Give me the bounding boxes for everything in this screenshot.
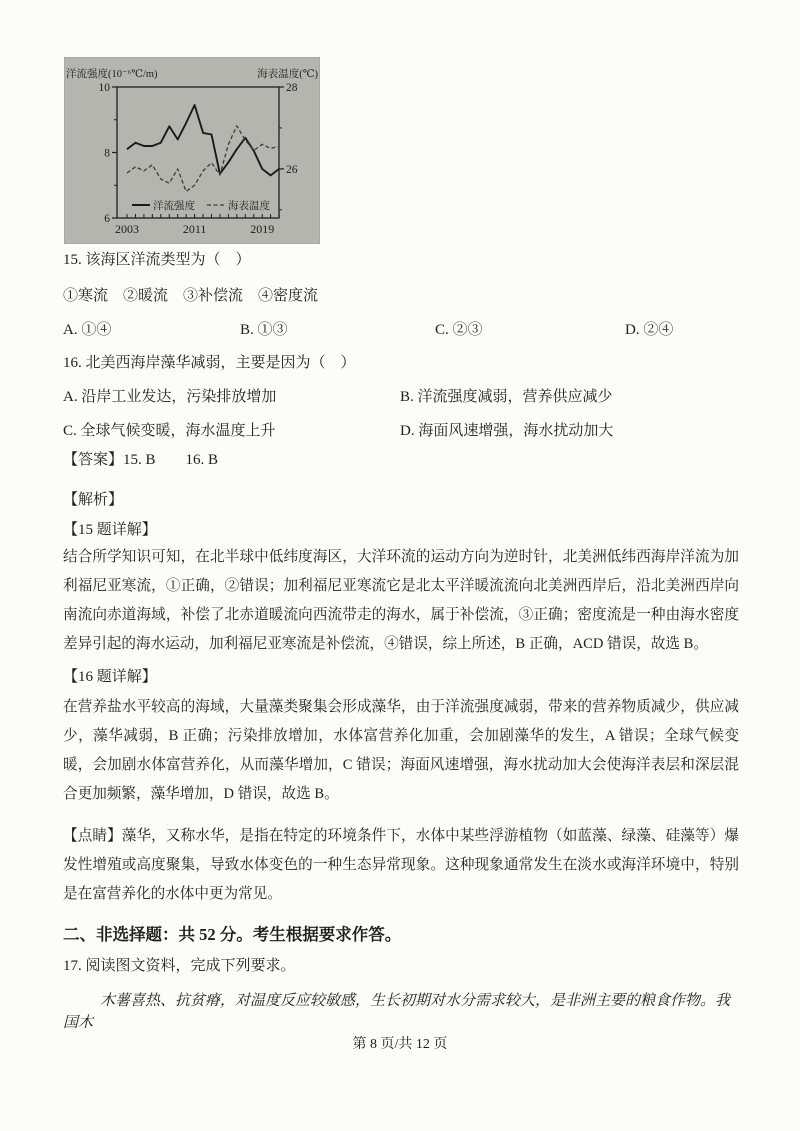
svg-text:6: 6 [104, 213, 110, 225]
question-15-option-a: A. ①④ [63, 322, 112, 338]
question-15-option-d: D. ②④ [625, 322, 674, 338]
analysis-15-header: 【15 题详解】 [63, 522, 157, 538]
page-footer: 第 8 页/共 12 页 [352, 1037, 448, 1052]
svg-text:28: 28 [286, 82, 298, 94]
analysis-16-text: 在营养盐水平较高的海域，大量藻类聚集会形成藻华，由于洋流强度减弱，带来的营养物质减少，供应减少，藻华减弱，B 正确；污染排放增加，水体富营养化加重，会加剧藻华的发生，A 错误；全球气候变暖，会加剧水体富营养化，从而藻华增加，C 错误；海面风速增强，海水扰动加大会使海洋表层和深层混合更加频繁，藻华增加，D 错误，故选 B。 [63, 699, 739, 802]
question-15-stem: 15. 该海区洋流类型为（ ） [63, 252, 251, 268]
question-16-stem: 16. 北美西海岸藻华减弱，主要是因为（ ） [63, 355, 356, 371]
question-17-intro: 木薯喜热、抗贫瘠，对温度反应较敏感，生长初期对水分需求较大，是非洲主要的粮食作物。我国木 [63, 993, 731, 1031]
svg-text:海表温度(℃): 海表温度(℃) [257, 69, 318, 80]
svg-text:10: 10 [98, 82, 110, 94]
analysis-label: 【解析】 [63, 492, 124, 508]
svg-text:2019: 2019 [250, 222, 275, 236]
chart-svg [64, 57, 320, 244]
question-15-options [63, 320, 739, 340]
section-2-heading: 二、非选择题：共 52 分。考生根据要求作答。 [63, 925, 402, 944]
svg-text:2011: 2011 [182, 222, 207, 236]
analysis-16-header: 【16 题详解】 [63, 669, 157, 685]
answer-line: 【答案】15. B 16. B [63, 452, 219, 468]
question-16-option-d: D. 海面风速增强，海水扰动加大 [400, 423, 614, 439]
question-16-option-a: A. 沿岸工业发达，污染排放增加 [63, 389, 277, 405]
svg-text:26: 26 [286, 163, 298, 176]
question-16-options-row-1 [63, 387, 739, 407]
question-15-option-c: C. ②③ [435, 322, 483, 338]
svg-text:洋流强度: 洋流强度 [153, 201, 195, 212]
svg-text:海表温度: 海表温度 [228, 201, 270, 212]
tip-paragraph: 【点睛】藻华，又称水华，是指在特定的环境条件下，水体中某些浮游植物（如蓝藻、绿藻、硅藻等）爆发性增殖或高度聚集，导致水体变色的一种生态异常现象。这种现象通常发生在淡水或海洋环境中，特别是在富营养化的水体中更为常见。 [63, 828, 739, 902]
question-16-options-row-2 [63, 421, 739, 441]
svg-text:8: 8 [104, 147, 110, 160]
question-15-items: ①寒流 ②暖流 ③补偿流 ④密度流 [63, 288, 319, 304]
question-17-stem: 17. 阅读图文资料，完成下列要求。 [63, 958, 296, 974]
question-16-option-b: B. 洋流强度减弱，营养供应减少 [400, 389, 613, 405]
svg-text:洋流强度(10⁻⁶℃/m): 洋流强度(10⁻⁶℃/m) [66, 69, 158, 80]
svg-text:2003: 2003 [115, 222, 139, 236]
analysis-15-text: 结合所学知识可知，在北半球中低纬度海区，大洋环流的运动方向为逆时针，北美洲低纬西海岸洋流为加利福尼亚寒流，①正确，②错误；加利福尼亚寒流它是北太平洋暖流流向北美洲西岸后，沿北美洲西岸向南流向赤道海域，补偿了北赤道暖流向西流带走的海水，属于补偿流，③正确；密度流是一种由海水密度差异引起的海水运动，加利福尼亚寒流是补偿流，④错误，综上所述，B 正确，ACD 错误，故选 B。 [63, 549, 739, 652]
question-16-option-c: C. 全球气候变暖，海水温度上升 [63, 423, 276, 439]
ocean-current-chart-figure [64, 57, 320, 244]
question-15-option-b: B. ①③ [240, 322, 288, 338]
